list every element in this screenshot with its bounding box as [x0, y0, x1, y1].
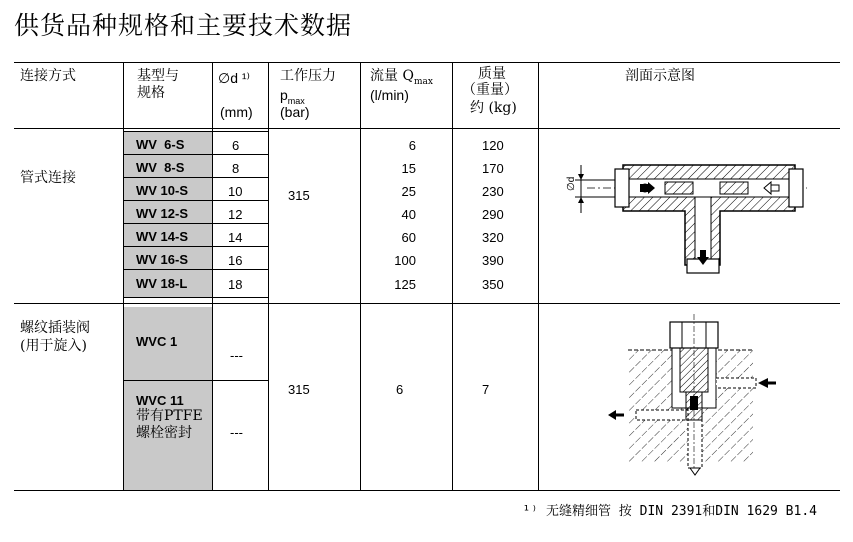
header-diameter: ∅d ¹⁾	[218, 70, 250, 86]
flow-subscript: max	[413, 76, 433, 87]
thread-model-wvc11-line2: 带有PTFE	[136, 408, 203, 424]
table-row-model: WV 6-S	[136, 137, 185, 152]
thread-model-wvc1-d: ---	[230, 348, 243, 363]
pipe-connection-label: 管式连接	[20, 170, 76, 186]
col-divider	[268, 62, 269, 490]
table-row-d: 10	[228, 184, 243, 199]
table-row-d: 16	[228, 253, 243, 268]
thread-model-wvc11-d: ---	[230, 425, 243, 440]
thread-model-wvc11-line3: 螺栓密封	[136, 425, 192, 441]
thread-connection-line1: 螺纹插装阀	[20, 320, 90, 336]
row-rule	[124, 246, 268, 247]
table-row-mass: 390	[482, 253, 504, 268]
table-top-rule	[14, 62, 840, 63]
table-bottom-rule	[14, 490, 840, 491]
header-pressure-unit: (bar)	[280, 104, 310, 120]
table-row-mass: 120	[482, 138, 504, 153]
table-row-d: 18	[228, 277, 243, 292]
header-type-line2: 规格	[137, 85, 165, 101]
table-row-d: 6	[232, 138, 240, 153]
header-section: 剖面示意图	[625, 68, 695, 84]
header-mass-line3: 约 (kg)	[470, 100, 517, 116]
diameter-label: ∅d	[566, 176, 577, 191]
col-divider	[212, 62, 213, 490]
header-flow-unit: (l/min)	[370, 87, 409, 103]
thread-connection-line2: (用于旋入)	[20, 338, 87, 354]
header-type-line1: 基型与	[137, 68, 179, 84]
header-pressure: 工作压力	[280, 68, 336, 84]
table-row-flow: 25	[401, 184, 416, 199]
col-divider	[360, 62, 361, 490]
table-row-flow: 60	[401, 230, 416, 245]
row-rule	[124, 200, 268, 201]
header-connection: 连接方式	[20, 68, 76, 84]
thread-pressure: 315	[288, 382, 310, 397]
table-row-mass: 320	[482, 230, 504, 245]
col-divider	[538, 62, 539, 490]
table-row-flow: 100	[394, 253, 416, 268]
pipe-pressure: 315	[288, 188, 310, 203]
table-row-mass: 350	[482, 277, 504, 292]
thread-mass: 7	[482, 382, 490, 397]
table-row-model: WV 8-S	[136, 160, 185, 175]
row-rule	[124, 380, 268, 381]
header-diameter-unit: (mm)	[220, 104, 253, 120]
flow-arrow-icon	[758, 378, 768, 388]
pipe-valve-section-diagram	[545, 135, 835, 295]
table-row-d: 12	[228, 207, 243, 222]
table-row-flow: 6	[408, 138, 416, 153]
table-row-model: WV 18-L	[136, 276, 188, 291]
header-bottom-rule	[14, 128, 840, 129]
table-row-flow: 15	[401, 161, 416, 176]
group-divider-rule	[14, 303, 840, 304]
table-row-model: WV 12-S	[136, 206, 189, 221]
row-rule	[124, 154, 268, 155]
col-divider	[452, 62, 453, 490]
thread-model-wvc1: WVC 1	[136, 334, 178, 349]
cartridge-valve-section-diagram	[600, 312, 780, 477]
flow-arrow-icon	[608, 410, 616, 420]
thread-flow: 6	[396, 382, 404, 397]
table-row-d: 8	[232, 161, 240, 176]
pressure-subscript: max	[287, 95, 305, 106]
header-mass-line1: 质量	[478, 66, 506, 82]
row-rule	[124, 177, 268, 178]
table-row-mass: 230	[482, 184, 504, 199]
table-row-model: WV 14-S	[136, 229, 189, 244]
table-row-d: 14	[228, 230, 243, 245]
table-row-model: WV 16-S	[136, 252, 189, 267]
page-title: 供货品种规格和主要技术数据	[14, 11, 353, 40]
row-rule	[124, 269, 268, 270]
thread-model-wvc11: WVC 11	[136, 393, 184, 408]
header-mass-line2: （重量）	[462, 82, 518, 98]
table-row-flow: 125	[394, 277, 416, 292]
footnote: ¹⁾ 无缝精细管 按 DIN 2391和DIN 1629 B1.4	[522, 504, 817, 519]
table-row-mass: 170	[482, 161, 504, 176]
flow-arrow-icon	[690, 468, 700, 475]
table-row-mass: 290	[482, 207, 504, 222]
table-row-model: WV 10-S	[136, 183, 189, 198]
flow-label: 流量 Q	[370, 68, 414, 84]
table-row-flow: 40	[401, 207, 416, 222]
row-rule	[124, 297, 268, 298]
row-rule	[124, 131, 268, 132]
pressure-symbol: p	[280, 87, 288, 103]
row-rule	[124, 223, 268, 224]
